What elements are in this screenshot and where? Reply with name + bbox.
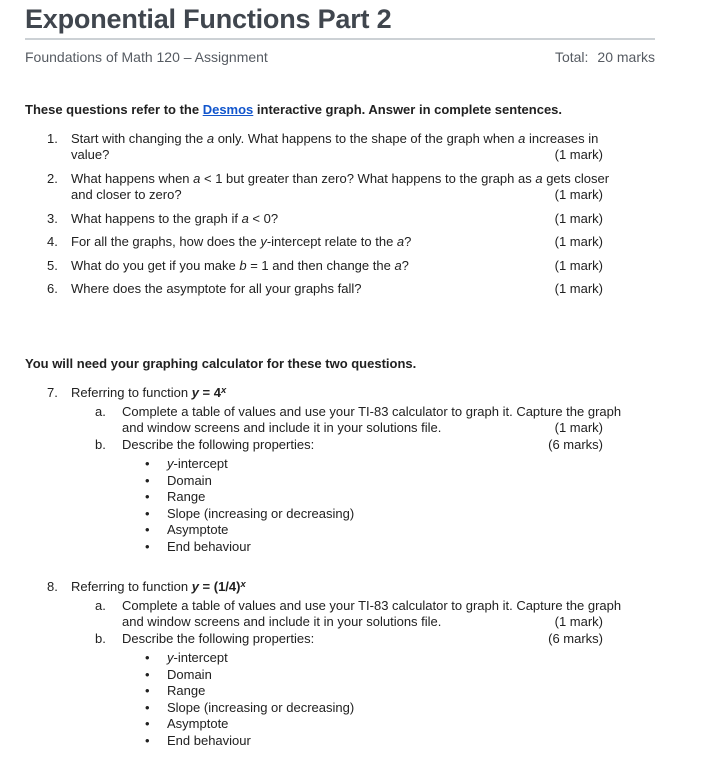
property-item: • y-intercept: [145, 456, 603, 473]
property-item: • Asymptote: [145, 522, 603, 539]
question-8: [25, 579, 655, 749]
marks-label: (1 mark): [554, 420, 603, 435]
property-item: • Slope (increasing or decreasing): [145, 506, 603, 523]
question-list: [25, 131, 655, 298]
question-1: [25, 131, 655, 164]
part-text: Describe the following properties:: [122, 436, 315, 452]
problem-title: Referring to function $y = (1/4)^x$: [71, 578, 246, 594]
question-6: [25, 281, 655, 298]
section2-heading: You will need your graphing calculator for these two questions.: [25, 355, 417, 371]
question-2: [25, 171, 655, 204]
total-marks: [555, 49, 655, 66]
question-text: What do you get if you make b = 1 and then change the a?: [71, 257, 409, 273]
question-text: Where does the asymptote for all your graphs fall?: [71, 281, 362, 296]
question-text: Start with changing the a only. What happens to the shape of the graph when a increases in value?: [71, 130, 599, 162]
property-item: • End behaviour: [145, 539, 603, 556]
question-number: 7.: [47, 385, 58, 400]
document-subheader: [25, 49, 655, 66]
question-number: 5.: [47, 257, 58, 273]
total-label: Total:: [554, 49, 589, 65]
part-text: Describe the following properties:: [122, 630, 315, 646]
part-text: Complete a table of values and use your TI-83 calculator to graph it. Capture the graph and window screens and include it in your solutions file.: [122, 597, 622, 629]
marks-label: (1 mark): [554, 257, 603, 273]
marks-label: (1 mark): [554, 234, 603, 249]
intro-instructions: These questions refer to the Desmos interactive graph. Answer in complete sentences.: [25, 102, 563, 117]
question-text: What happens when a < 1 but greater than zero? What happens to the graph as a gets closer and closer to zero?: [71, 170, 610, 202]
property-item: • Domain: [145, 473, 603, 490]
question-5: [25, 258, 655, 275]
part-text: Complete a table of values and use your TI-83 calculator to graph it. Capture the graph and window screens and include it in your solutions file.: [122, 403, 622, 435]
question-4: [25, 234, 655, 251]
marks-label: (1 mark): [554, 187, 603, 202]
problem-title: Referring to function $y = 4^x$: [71, 384, 227, 400]
question-7: [25, 385, 655, 555]
course-label: Foundations of Math 120 – Assignment: [25, 49, 268, 65]
properties-list: [145, 456, 603, 555]
part-label: b.: [95, 436, 106, 452]
part-label: b.: [95, 630, 106, 646]
marks-label: (1 mark): [554, 281, 603, 296]
part-label: a.: [95, 597, 106, 613]
part-a: [95, 403, 622, 437]
page-title: Exponential Functions Part 2: [25, 4, 392, 34]
marks-label: (6 marks): [548, 436, 603, 452]
question-text: For all the graphs, how does the y-intercept relate to the a?: [71, 234, 412, 249]
question-number: 4.: [47, 234, 58, 249]
property-item: • Range: [145, 489, 603, 506]
marks-label: (1 mark): [554, 147, 603, 162]
property-item: • y-intercept: [145, 650, 603, 667]
part-label: a.: [95, 403, 106, 419]
marks-label: (1 mark): [554, 614, 603, 629]
desmos-link[interactable]: Desmos: [202, 102, 254, 117]
question-number: 8.: [47, 579, 58, 594]
question-number: 6.: [47, 281, 58, 296]
part-b: [95, 631, 603, 648]
marks-label: (1 mark): [554, 210, 603, 226]
total-value: 20 marks: [597, 49, 655, 65]
title-divider: [25, 38, 655, 40]
property-item: • Domain: [145, 667, 603, 684]
property-item: • End behaviour: [145, 733, 603, 750]
property-item: • Range: [145, 683, 603, 700]
question-text: What happens to the graph if a < 0?: [71, 210, 279, 226]
marks-label: (6 marks): [548, 630, 603, 646]
part-b: [95, 437, 603, 454]
part-a: [95, 597, 622, 631]
properties-list: [145, 650, 603, 749]
question-number: 1.: [47, 130, 58, 146]
question-3: [25, 211, 655, 228]
property-item: • Asymptote: [145, 716, 603, 733]
question-number: 2.: [47, 170, 58, 186]
question-number: 3.: [47, 210, 58, 226]
property-item: • Slope (increasing or decreasing): [145, 700, 603, 717]
